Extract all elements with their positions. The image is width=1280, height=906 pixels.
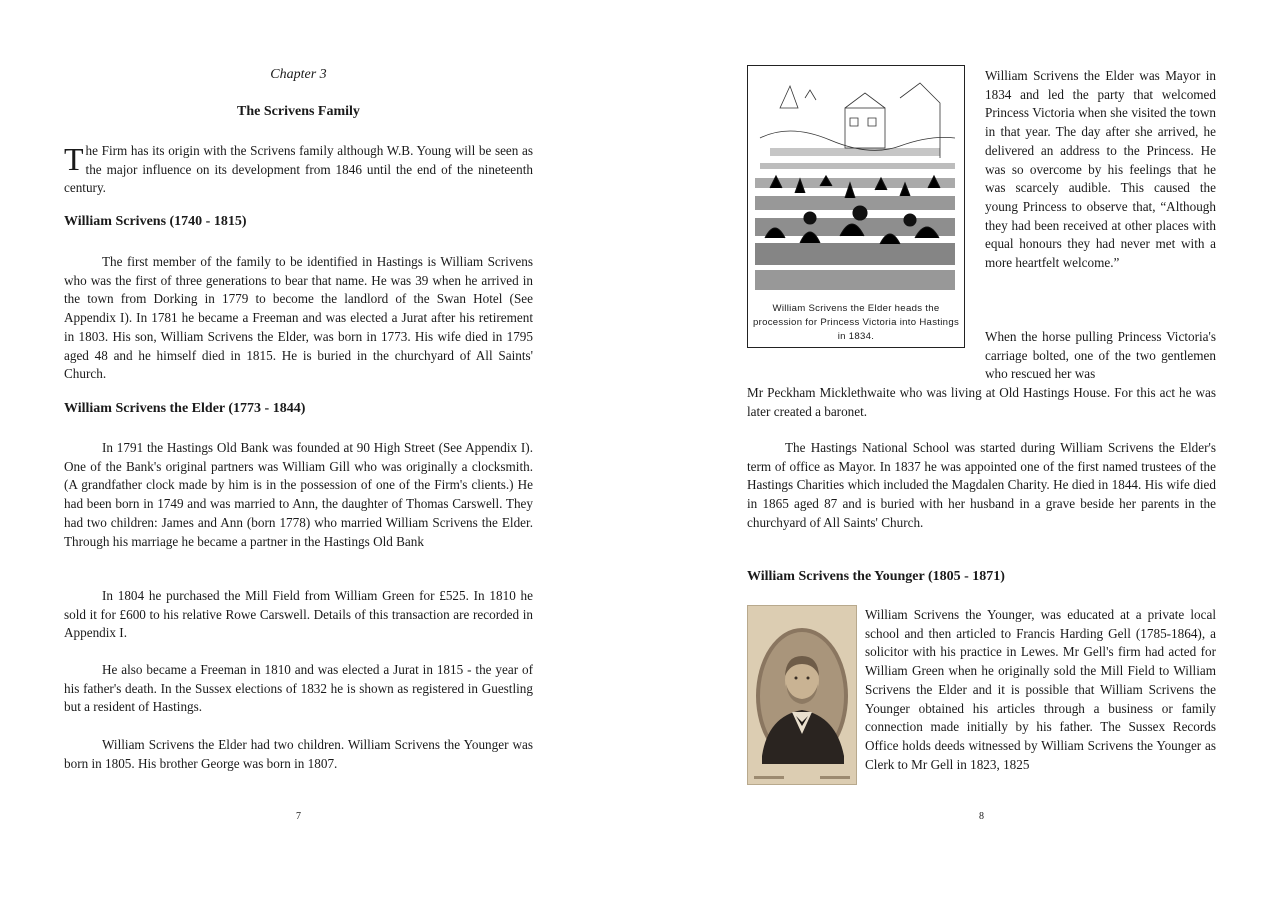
paragraph-text: In 1804 he purchased the Mill Field from William Green for £525. In 1810 he sold it for £600 to his relative Rowe Carswell. Details of this transaction are recorded in Appendix I. — [64, 588, 533, 641]
figure-caption: William Scrivens the Elder heads the procession for Princess Victoria into Hastings in 1834. — [752, 303, 960, 342]
section2-paragraph-3 — [64, 661, 533, 717]
paragraph-text: The first member of the family to be identified in Hastings is William Scrivens who was the first of three generations to bear that name. He was 39 when he arrived in the town from Dorking in 1779 to become the landlord of the Swan Hotel (See Appendix I). In 1781 he became a Freeman and was elected a Jurat after his retirement in 1803. His son, William Scrivens the Elder, was born in 1773. His wife died in 1795 aged 48 and he himself died in 1815. He is buried in the churchyard of All Saints' Church. — [64, 254, 533, 382]
intro-text: he Firm has its origin with the Scrivens family although W.B. Young will be seen as the major influence on its development from 1846 until the end of the nineteenth century. — [64, 143, 533, 196]
intro-paragraph — [64, 142, 533, 198]
left-page — [64, 0, 533, 906]
page-number: 7 — [296, 811, 301, 822]
paragraph-text: William Scrivens the Elder was Mayor in 1834 and led the party that welcomed Princess Victoria when she visited the town in that year. The day after she arrived, he delivered an address to the Princess. He was so overcome by his feelings that he was scarcely audible. This caused the young Princess to observe that, “Although they had been received at other places with equal honours they had never met with a more heartfelt welcome.” — [985, 68, 1216, 271]
section2-paragraph-1 — [64, 439, 533, 551]
portrait-photo — [747, 605, 857, 785]
paragraph-text: When the horse pulling Princess Victoria's carriage bolted, one of the two gentlemen who rescued her was — [985, 329, 1216, 382]
page-number: 8 — [979, 811, 984, 822]
mayor-paragraph — [985, 67, 1216, 273]
drop-cap: T — [64, 141, 84, 177]
chapter-title: The Scrivens Family — [237, 104, 360, 119]
section1-paragraph — [64, 253, 533, 384]
chapter-label: Chapter 3 — [270, 67, 327, 82]
section2-paragraph-4 — [64, 736, 533, 773]
paragraph-text: William Scrivens the Elder had two children. William Scrivens the Younger was born in 1805. His brother George was born in 1807. — [64, 737, 533, 771]
section-heading-elder: William Scrivens the Elder (1773 - 1844) — [64, 401, 306, 416]
paragraph-text: Mr Peckham Micklethwaite who was living at Old Hastings House. For this act he was later created a baronet. — [747, 385, 1216, 419]
procession-illustration — [747, 65, 965, 348]
procession-sketch-image — [750, 68, 962, 300]
paragraph-text: In 1791 the Hastings Old Bank was founded at 90 High Street (See Appendix I). One of the Bank's original partners was William Gill who was originally a clocksmith. (A grandfather clock made by him is in the possession of one of the Firm's clients.) He had been born in 1749 and was married to Ann, the daughter of Thomas Carswell. They had two children: James and Ann (born 1778) who married William Scrivens the Elder. Through his marriage he became a partner in the Hastings Old Bank — [64, 440, 533, 549]
section2-paragraph-2 — [64, 587, 533, 643]
portrait-image — [748, 606, 856, 784]
carriage-paragraph-side — [985, 328, 1216, 384]
section-heading-william-scrivens: William Scrivens (1740 - 1815) — [64, 214, 247, 229]
right-page — [747, 0, 1216, 906]
paragraph-text: William Scrivens the Younger, was educated at a private local school and then articled to Francis Harding Gell (1785-1864), a solicitor with his practice in Lewes. Mr Gell's firm had acted for William Green when he originally sold the Mill Field to William Scrivens the Elder and it is possible that William Scrivens the Younger obtained his articles through a business or family connection made initially by his father. The Sussex Records Office holds deeds witnessed by William Scrivens the Younger as Clerk to Mr Gell in 1823, 1825 — [865, 607, 1216, 772]
younger-paragraph — [865, 606, 1216, 774]
national-school-paragraph — [747, 439, 1216, 533]
section-heading-younger: William Scrivens the Younger (1805 - 1871) — [747, 569, 1005, 584]
paragraph-text: He also became a Freeman in 1810 and was elected a Jurat in 1815 - the year of his father's death. In the Sussex elections of 1832 he is shown as registered in Guestling but a resident of Hastings. — [64, 662, 533, 715]
carriage-paragraph-full — [747, 384, 1216, 421]
paragraph-text: The Hastings National School was started during William Scrivens the Elder's term of office as Mayor. In 1837 he was appointed one of the first named trustees of the Hastings Charities which included the Magdalen Charity. He died in 1844. His wife died in 1865 aged 87 and is buried with her husband in a grave beside her parents in the churchyard of All Saints' Church. — [747, 440, 1216, 530]
